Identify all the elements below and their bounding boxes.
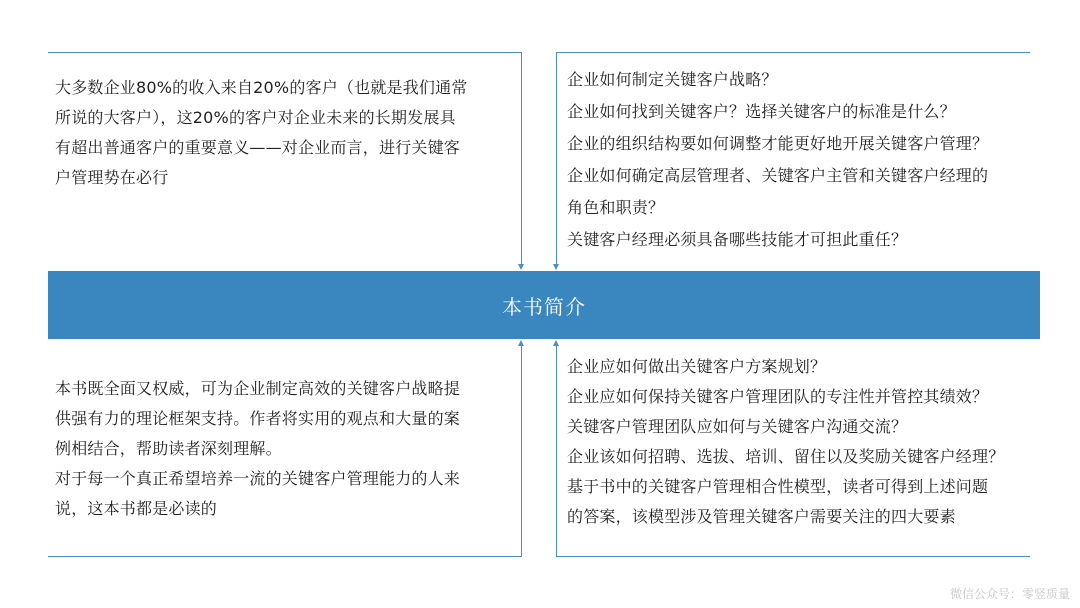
bottom-right-text-block xyxy=(567,352,1004,532)
top-right-line: 企业如何找到关键客户？选择关键客户的标准是什么？ xyxy=(567,102,956,121)
watermark: 微信公众号：零竖质量 xyxy=(949,587,1070,601)
center-title: 本书简介 xyxy=(502,294,586,319)
bottom-right-line: 基于书中的关键客户管理相合性模型，读者可得到上述问题 xyxy=(567,477,989,496)
top-left-bracket-side xyxy=(521,52,522,264)
bottom-right-bracket-bottom xyxy=(556,556,1030,557)
bottom-left-text-block xyxy=(55,374,460,524)
top-right-bracket-side xyxy=(556,52,557,264)
bottom-left-line: 供强有力的理论框架支持。作者将实用的观点和大量的案 xyxy=(55,409,461,428)
top-left-line: 有超出普通客户的重要意义——对企业而言，进行关键客 xyxy=(55,138,461,157)
top-right-line: 关键客户经理必须具备哪些技能才可担此重任？ xyxy=(567,230,908,249)
top-left-bracket-top xyxy=(48,52,522,53)
bottom-left-bracket-bottom xyxy=(48,556,522,557)
top-right-line: 企业如何确定高层管理者、关键客户主管和关键客户经理的 xyxy=(567,166,989,185)
top-left-text-block xyxy=(55,73,468,193)
bottom-left-bracket-side xyxy=(521,346,522,557)
bottom-right-bracket-side xyxy=(556,346,557,557)
top-right-arrow-down-icon xyxy=(553,264,559,270)
top-right-line: 角色和职责？ xyxy=(567,198,665,217)
bottom-left-line: 对于每一个真正希望培养一流的关键客户管理能力的人来 xyxy=(55,469,461,488)
top-left-line: 所说的大客户），这20%的客户对企业未来的长期发展具 xyxy=(55,108,456,127)
bottom-left-line: 本书既全面又权威，可为企业制定高效的关键客户战略提 xyxy=(55,379,461,398)
center-band xyxy=(48,271,1040,339)
bottom-right-line: 企业应如何保持关键客户管理团队的专注性并管控其绩效？ xyxy=(567,387,989,406)
top-left-arrow-down-icon xyxy=(518,264,524,270)
bottom-right-line: 企业应如何做出关键客户方案规划？ xyxy=(567,357,827,376)
bottom-left-line: 说，这本书都是必读的 xyxy=(55,499,218,518)
top-right-line: 企业如何制定关键客户战略？ xyxy=(567,70,778,89)
top-right-line: 企业的组织结构要如何调整才能更好地开展关键客户管理？ xyxy=(567,134,989,153)
top-left-line: 大多数企业80%的收入来自20%的客户（也就是我们通常 xyxy=(55,78,468,97)
top-right-text-block xyxy=(567,64,988,256)
top-left-line: 户管理势在必行 xyxy=(55,168,169,187)
top-right-bracket-top xyxy=(556,52,1030,53)
bottom-right-line: 关键客户管理团队应如何与关键客户沟通交流？ xyxy=(567,417,908,436)
bottom-right-line: 企业该如何招聘、选拔、培训、留住以及奖励关键客户经理？ xyxy=(567,447,1005,466)
bottom-right-line: 的答案，该模型涉及管理关键客户需要关注的四大要素 xyxy=(567,507,956,526)
bottom-left-line: 例相结合，帮助读者深刻理解。 xyxy=(55,439,282,458)
